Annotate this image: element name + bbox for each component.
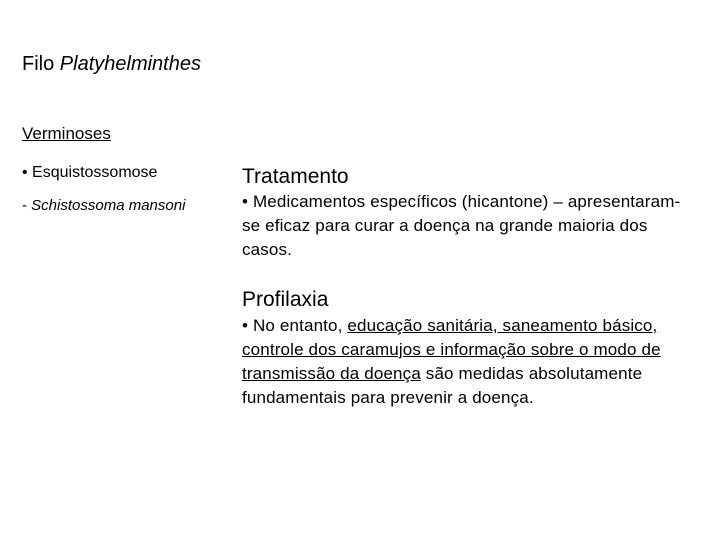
treatment-text: • Medicamentos específicos (hicantone) – apresentaram-se eficaz para curar a doença na grande maioria dos casos.	[242, 192, 681, 259]
title-prefix: Filo	[22, 53, 60, 75]
title-taxon: Platyhelminthes	[59, 53, 201, 75]
prophylaxis-text-underlined: educação sanitária, saneamento básico, controle dos caramujos e informação sobre o modo de transmissão da doença	[242, 316, 661, 383]
species-item	[22, 196, 185, 216]
prophylaxis-heading: Profilaxia	[242, 288, 329, 311]
prophylaxis-text-end: são medidas absolutamente fundamentais para prevenir a doença.	[242, 364, 643, 407]
treatment-heading: Tratamento	[242, 165, 349, 188]
prophylaxis-text-start: • No entanto,	[242, 316, 348, 335]
section-subtitle: Verminoses	[22, 124, 111, 143]
disease-item: • Esquistossomose	[22, 164, 158, 181]
prophylaxis-text	[242, 314, 682, 410]
page-title	[22, 52, 201, 76]
species-name: Schistossoma mansoni	[31, 197, 186, 214]
species-prefix: -	[22, 197, 32, 214]
